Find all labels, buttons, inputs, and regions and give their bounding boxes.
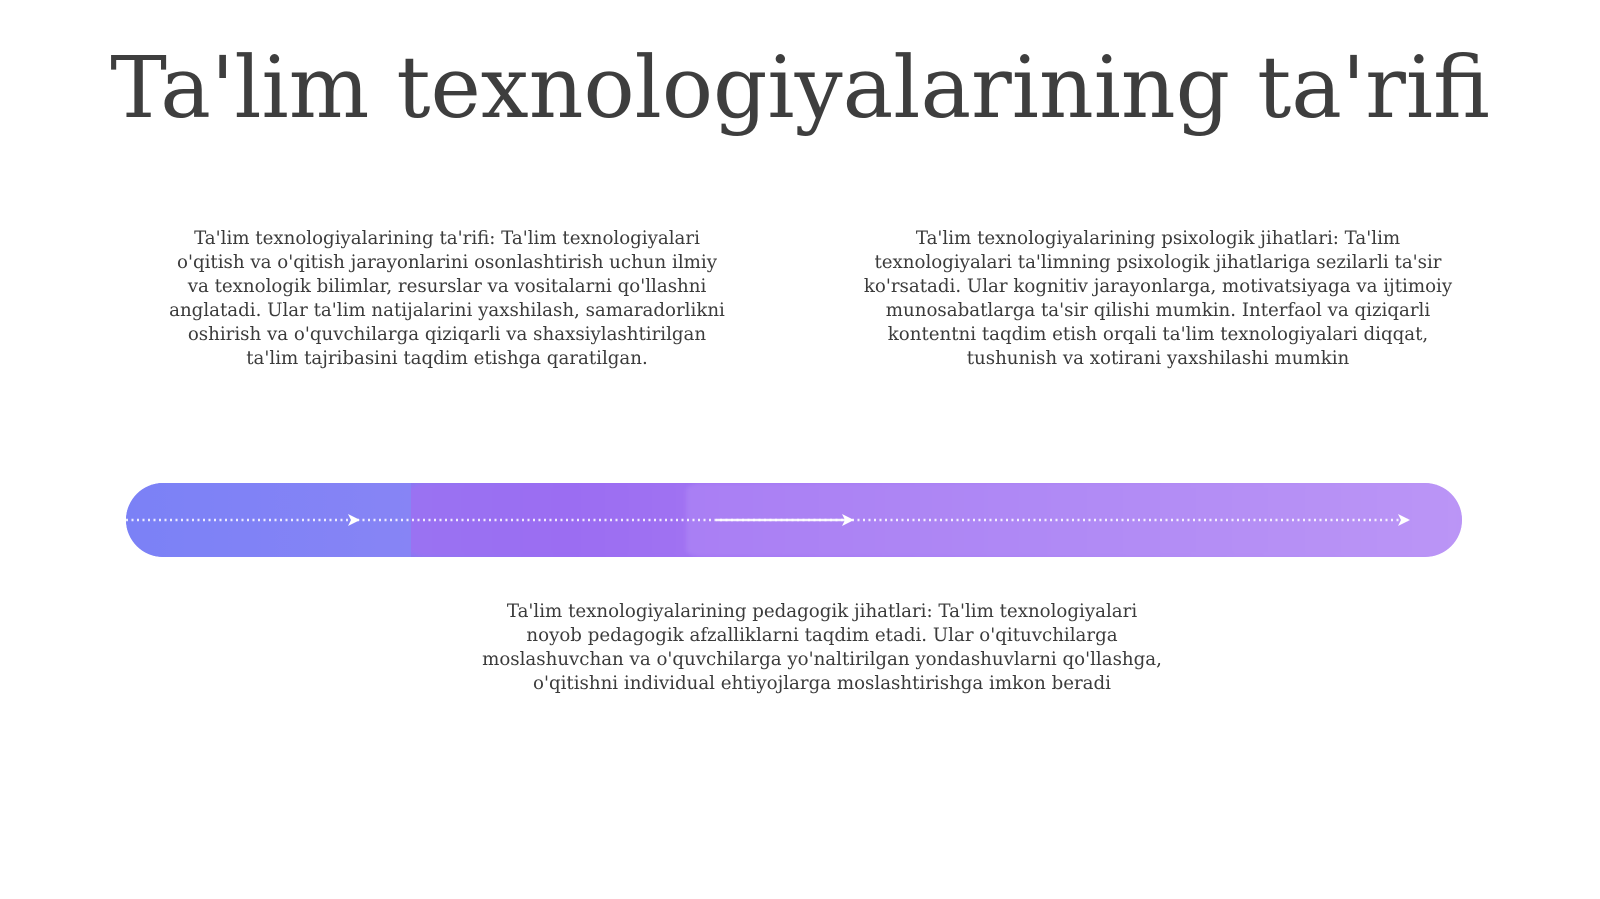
paragraph-line: o'qitish va o'qitish jarayonlarini osonlashtirish uchun ilmiy <box>177 252 717 273</box>
paragraph-line: oshirish va o'quvchilarga qiziqarli va shaxsiylashtirilgan <box>187 324 707 345</box>
timeline-bar <box>126 483 1462 557</box>
paragraph-line: kontentni taqdim etish orqali ta'lim texnologiyalari diqqat, <box>887 324 1429 345</box>
paragraph-line: tushunish va xotirani yaxshilashi mumkin <box>966 348 1350 369</box>
pedagogical-paragraph <box>462 600 1182 696</box>
paragraph-line: noyob pedagogik afzalliklarni taqdim etadi. Ular o'qituvchilarga <box>526 625 1118 646</box>
paragraph-line: o'qitishni individual ehtiyojlarga moslashtirishga imkon beradi <box>533 673 1111 694</box>
timeline-arrows <box>126 483 1462 557</box>
paragraph-line: ta'lim tajribasini taqdim etishga qaratilgan. <box>246 348 648 369</box>
slide-title: Ta'lim texnologiyalarining ta'rifi <box>110 39 1490 138</box>
definition-paragraph <box>152 227 742 371</box>
paragraph-line: Ta'lim texnologiyalarining pedagogik jihatlari: Ta'lim texnologiyalari <box>506 601 1138 622</box>
paragraph-line: Ta'lim texnologiyalarining psixologik jihatlari: Ta'lim <box>915 228 1401 249</box>
paragraph-line: anglatadi. Ular ta'lim natijalarini yaxshilash, samaradorlikni <box>169 300 725 321</box>
arrow-right-icon <box>1398 514 1410 526</box>
paragraph-line: moslashuvchan va o'quvchilarga yo'naltirilgan yondashuvlarni qo'llashga, <box>482 649 1162 670</box>
paragraph-line: ko'rsatadi. Ular kognitiv jarayonlarga, motivatsiyaga va ijtimoiy <box>863 276 1453 297</box>
paragraph-line: Ta'lim texnologiyalarining ta'rifi: Ta'lim texnologiyalari <box>194 228 700 249</box>
psychological-paragraph <box>846 227 1470 371</box>
arrow-right-icon <box>348 514 360 526</box>
paragraph-line: va texnologik bilimlar, resurslar va vositalarni qo'llashni <box>187 276 707 297</box>
paragraph-line: munosabatlarga ta'sir qilishi mumkin. Interfaol va qiziqarli <box>885 300 1431 321</box>
paragraph-line: texnologiyalari ta'limning psixologik jihatlariga sezilarli ta'sir <box>874 252 1442 273</box>
